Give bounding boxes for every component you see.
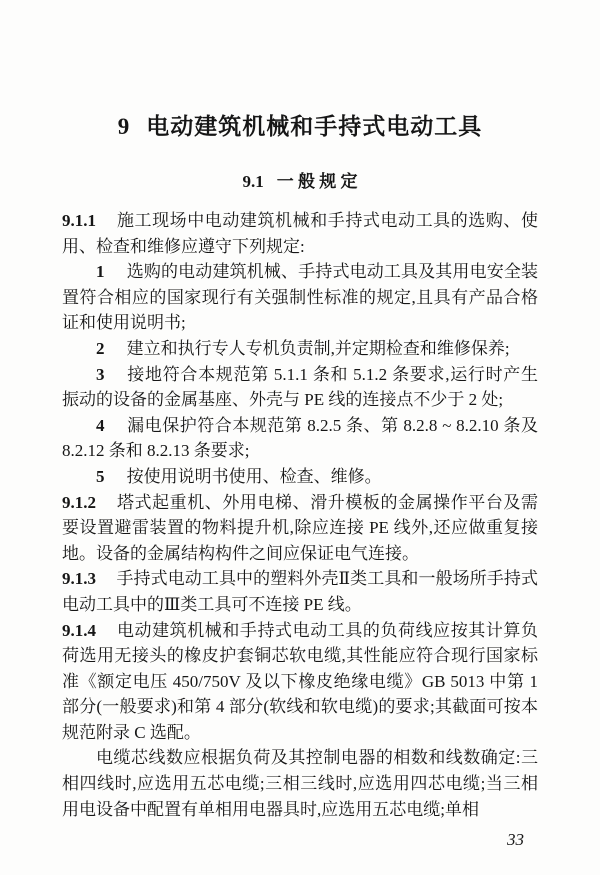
section-heading xyxy=(62,172,538,192)
list-item-2 xyxy=(62,336,538,362)
item-number: 4 xyxy=(96,415,105,435)
list-item-5 xyxy=(62,464,538,490)
list-item-3 xyxy=(62,362,538,413)
clause-text: 电动建筑机械和手持式电动工具的负荷线应按其计算负荷选用无接头的橡皮护套铜芯软电缆,其性能应符合现行国家标准《额定电压 450/750V 及以下橡皮绝缘电缆》GB 5013 中第 1 部分(一般要求)和第 4 部分(软线和软电缆)的要求;其截面可按本规范附录 C 选配。 xyxy=(62,620,538,742)
page-number: 33 xyxy=(507,830,524,850)
list-item-4 xyxy=(62,413,538,464)
section-title-text: 一 般 规 定 xyxy=(276,172,358,191)
item-number: 5 xyxy=(96,466,105,486)
body-text xyxy=(62,208,538,822)
clause-9-1-2 xyxy=(62,490,538,567)
clause-label: 9.1.4 xyxy=(62,620,96,640)
chapter-number: 9 xyxy=(117,114,130,139)
clause-label: 9.1.2 xyxy=(62,492,96,512)
item-text: 建立和执行专人专机负责制,并定期检查和维修保养; xyxy=(126,338,510,358)
item-text: 按使用说明书使用、检查、维修。 xyxy=(126,466,382,486)
clause-label: 9.1.3 xyxy=(62,569,96,589)
clause-label: 9.1.1 xyxy=(62,211,96,230)
clause-9-1-4 xyxy=(62,618,538,746)
item-number: 3 xyxy=(96,364,105,384)
chapter-title xyxy=(62,112,538,142)
paragraph-text: 电缆芯线数应根据负荷及其控制电器的相数和线数确定:三相四线时,应选用五芯电缆;三相三线时,应选用四芯电缆;当三相用电设备中配置有单相用电器具时,应选用五芯电缆;单相 xyxy=(62,748,538,819)
item-text: 选购的电动建筑机械、手持式电动工具及其用电安全装置符合相应的国家现行有关强制性标准的规定,且具有产品合格证和使用说明书; xyxy=(62,262,538,333)
clause-text: 施工现场中电动建筑机械和手持式电动工具的选购、使用、检查和维修应遵守下列规定: xyxy=(62,211,538,256)
clause-text: 塔式起重机、外用电梯、滑升模板的金属操作平台及需要设置避雷装置的物料提升机,除应连接 PE 线外,还应做重复接地。设备的金属结构构件之间应保证电气连接。 xyxy=(62,492,538,563)
item-number: 1 xyxy=(96,262,105,282)
item-text: 接地符合本规范第 5.1.1 条和 5.1.2 条要求,运行时产生振动的设备的金属基座、外壳与 PE 线的连接点不少于 2 处; xyxy=(62,364,538,410)
clause-9-1-3 xyxy=(62,566,538,617)
list-item-1 xyxy=(62,259,538,336)
continuation-paragraph xyxy=(62,745,538,822)
item-number: 2 xyxy=(96,338,105,358)
clause-text: 手持式电动工具中的塑料外壳Ⅱ类工具和一般场所手持式电动工具中的Ⅲ类工具可不连接 PE 线。 xyxy=(62,569,538,614)
section-number: 9.1 xyxy=(242,172,264,191)
clause-9-1-1 xyxy=(62,208,538,259)
item-text: 漏电保护符合本规范第 8.2.5 条、第 8.2.8 ~ 8.2.10 条及 8.2.12 条和 8.2.13 条要求; xyxy=(62,415,538,461)
chapter-title-text: 电动建筑机械和手持式电动工具 xyxy=(146,114,483,139)
